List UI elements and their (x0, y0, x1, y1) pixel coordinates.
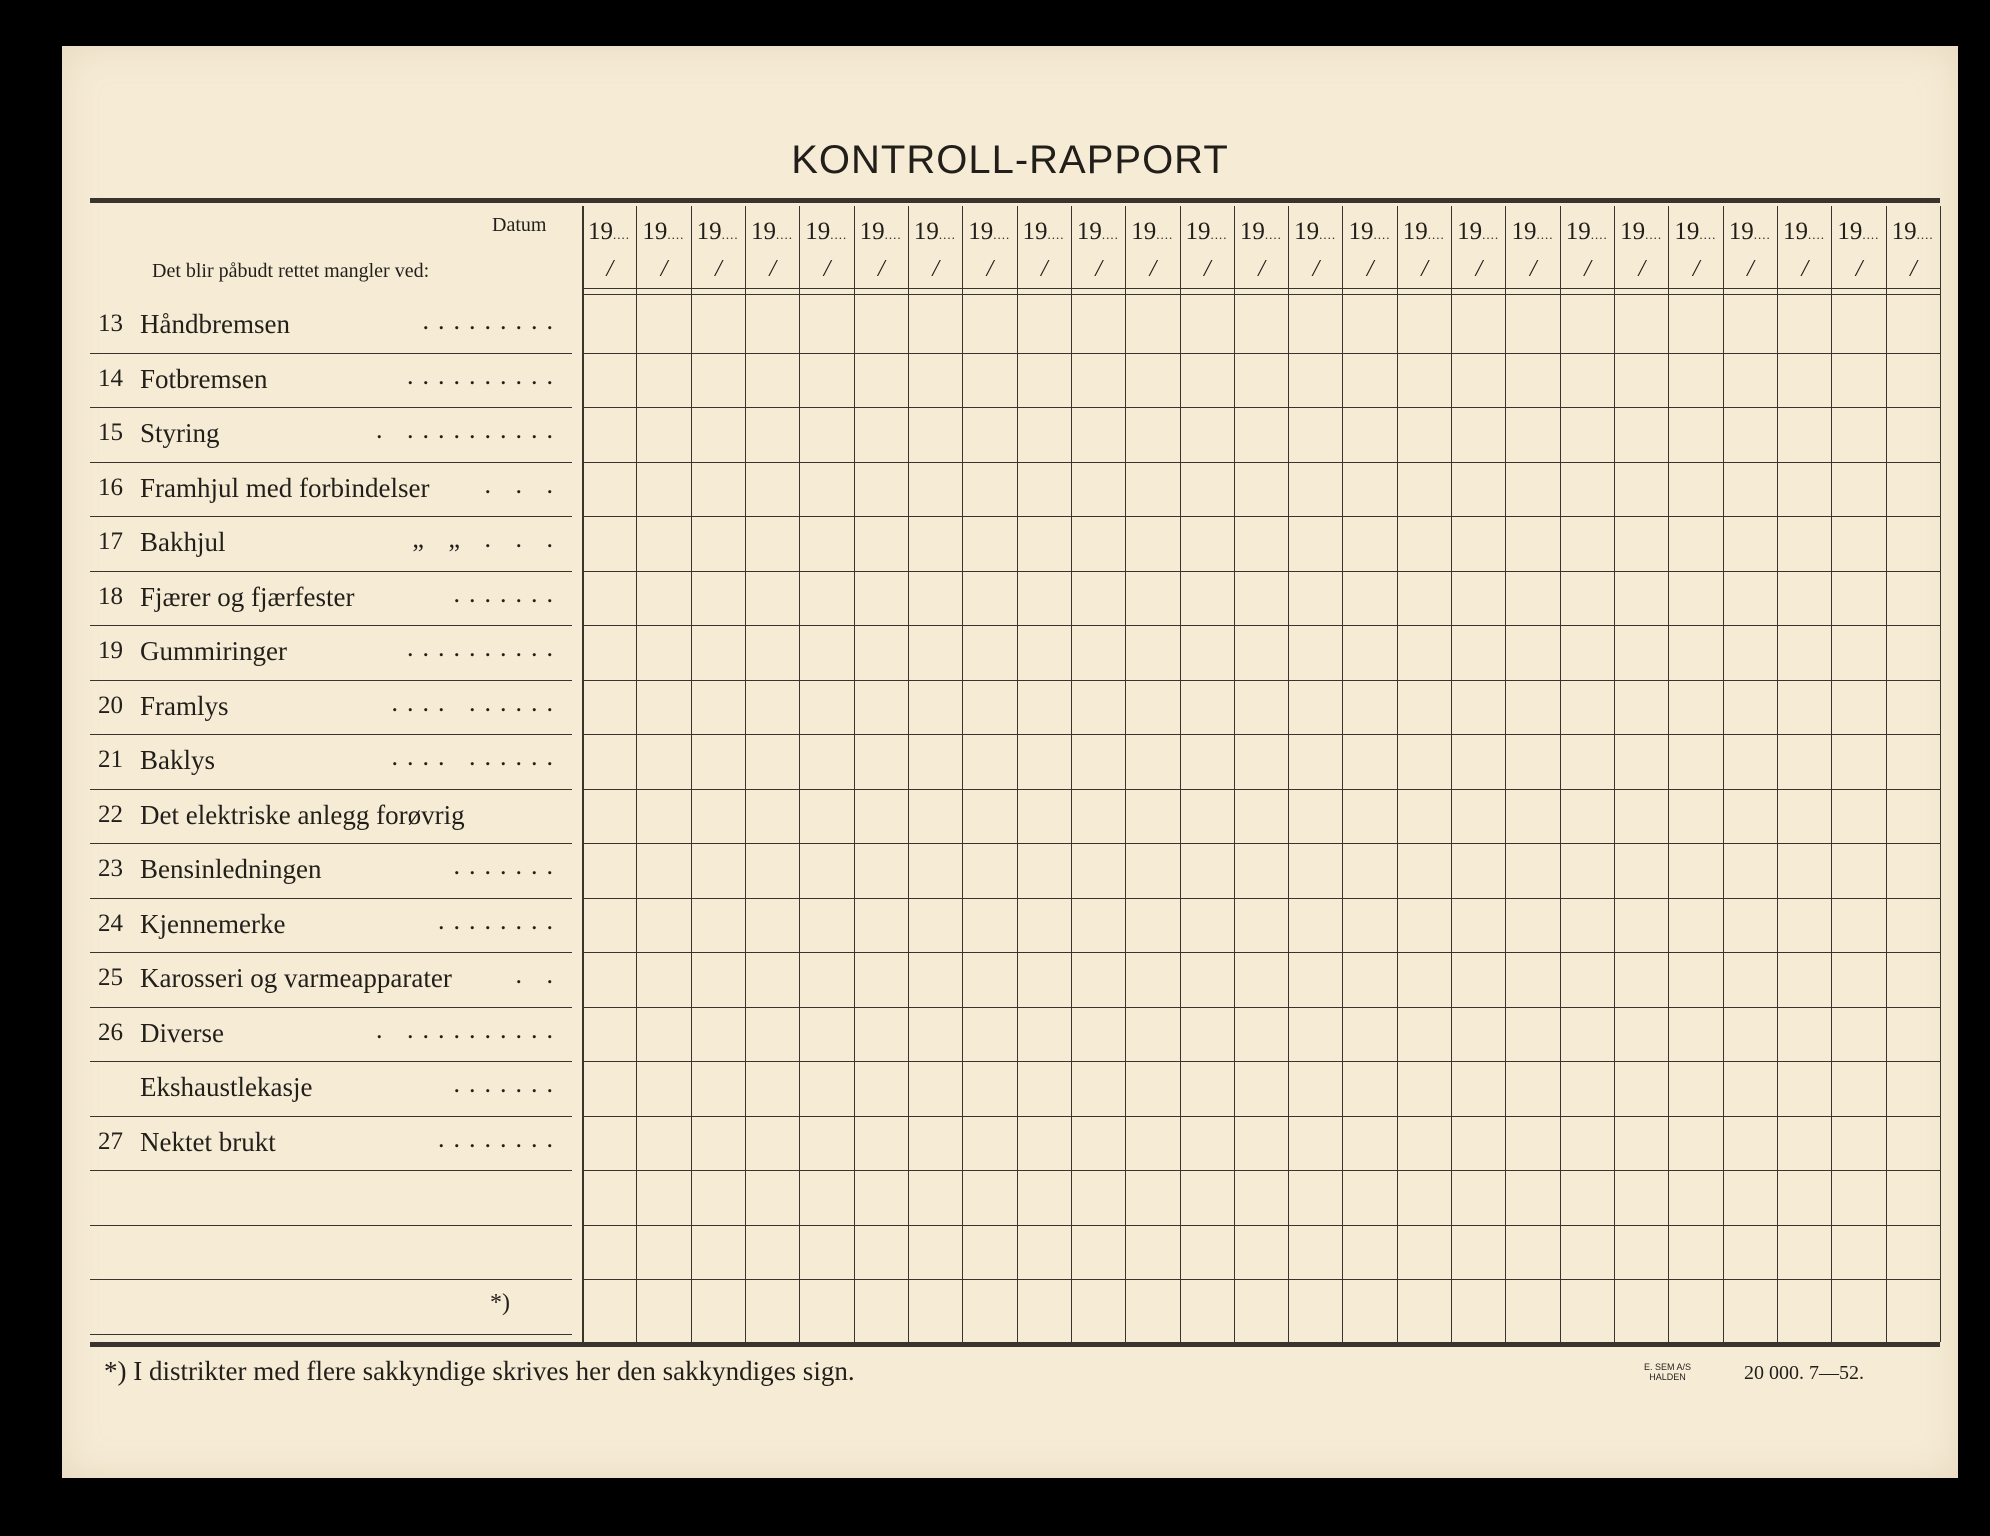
report-card (62, 46, 1958, 1478)
year-prefix: 19.... (1783, 218, 1826, 245)
row-rule-grid (582, 680, 1940, 681)
year-prefix: 19.... (913, 218, 956, 245)
instruction-label: Det blir påbudt rettet mangler ved: (152, 260, 430, 282)
date-slash: / (1421, 256, 1428, 282)
row-rule-grid (582, 625, 1940, 626)
column-line (1071, 206, 1072, 1342)
column-line (1614, 206, 1615, 1342)
date-slash: / (1801, 256, 1809, 282)
item-number: 16 (98, 473, 123, 501)
printer-mark: E. SEM A/S HALDEN (1644, 1361, 1692, 1382)
leader-dots: ....... (453, 1069, 562, 1098)
column-line (1886, 206, 1887, 1342)
row-rule-label (90, 843, 572, 844)
date-slash: / (1312, 256, 1320, 282)
row-rule-label (90, 407, 572, 408)
item-number: 22 (98, 800, 123, 828)
date-slash: / (823, 256, 831, 282)
year-prefix: 19.... (1620, 218, 1663, 245)
date-slash: / (878, 256, 885, 282)
column-line (1668, 206, 1669, 1342)
row-rule-label (90, 1334, 572, 1335)
item-number: 21 (98, 746, 123, 773)
item-label: Gummiringer (140, 636, 287, 666)
year-prefix: 19.... (1294, 218, 1337, 245)
date-slash: / (1747, 256, 1754, 282)
print-run: 20 000. 7—52. (1744, 1361, 1864, 1384)
footnote: *) I distrikter med flere sakkyndige skrives her den sakkyndiges sign. (104, 1355, 855, 1386)
table-bottom-rule (90, 1342, 1940, 1347)
leader-dots: .... ...... (391, 687, 562, 717)
year-prefix: 19.... (1185, 218, 1228, 245)
column-line (854, 206, 855, 1342)
column-line (1397, 206, 1398, 1342)
item-label: Bensinledningen (140, 854, 322, 884)
leader-dots: ......... (422, 306, 562, 335)
item-number: 14 (98, 364, 123, 392)
row-rule-grid (582, 571, 1940, 572)
form-title: KONTROLL-RAPPORT (791, 138, 1229, 182)
item-label: Styring (140, 418, 220, 448)
date-slash: / (660, 256, 668, 282)
date-slash: / (1855, 256, 1863, 282)
column-line (1180, 206, 1181, 1342)
column-line (636, 206, 637, 1342)
item-label: Bakhjul (140, 527, 226, 557)
row-rule-grid (582, 462, 1940, 463)
row-rule-label (90, 1007, 572, 1008)
row-rule-grid (582, 353, 1940, 354)
leader-dots: .......... (407, 360, 562, 390)
date-slash: / (932, 256, 940, 282)
row-rule-label (90, 789, 572, 790)
item-number: 13 (98, 310, 123, 337)
date-slash: / (1258, 256, 1265, 282)
year-prefix: 19.... (1674, 218, 1717, 245)
row-rule-grid (582, 1007, 1940, 1008)
year-prefix: 19.... (1402, 218, 1445, 245)
row-rule-label (90, 571, 572, 572)
column-line (1451, 206, 1452, 1342)
item-label: Fotbremsen (140, 363, 268, 394)
row-rule-label (90, 1225, 572, 1226)
year-prefix: 19.... (642, 218, 685, 245)
row-rule-grid (582, 1225, 1940, 1226)
date-slash: / (1041, 256, 1048, 282)
item-label: Det elektriske anlegg forøvrig (140, 799, 465, 830)
column-line (1560, 206, 1561, 1342)
item-number: 25 (98, 964, 123, 991)
row-rule-grid (582, 1116, 1940, 1117)
date-slash: / (1203, 256, 1211, 282)
year-prefix: 19.... (1457, 218, 1500, 245)
year-prefix: 19.... (1131, 218, 1174, 245)
year-prefix: 19.... (1728, 218, 1771, 245)
row-rule-label (90, 952, 572, 953)
column-line (1288, 206, 1289, 1342)
column-line (1831, 206, 1832, 1342)
row-rule-grid (582, 1170, 1940, 1171)
date-slash: / (1475, 256, 1483, 282)
item-number: 15 (98, 419, 123, 446)
leader-dots: ........ (438, 905, 562, 935)
date-slash: / (1692, 256, 1700, 282)
item-number: 24 (98, 909, 123, 937)
row-rule-label (90, 734, 572, 735)
signature-marker: *) (490, 1290, 510, 1316)
item-number: 26 (98, 1018, 123, 1046)
date-slash: / (1095, 256, 1102, 282)
header-bottom-rule (582, 288, 1940, 289)
header-bottom-rule-2 (582, 294, 1940, 295)
item-number: 17 (98, 528, 123, 555)
item-label: Nektet brukt (140, 1126, 276, 1157)
leader-dots: ....... (453, 851, 562, 880)
item-label: Ekshaustlekasje (140, 1072, 313, 1102)
row-rule-label (90, 353, 572, 354)
item-number: 20 (98, 691, 123, 719)
column-line (1505, 206, 1506, 1342)
leader-dots: „ „ . . . (412, 524, 562, 553)
column-line (799, 206, 800, 1342)
leader-dots: .... ...... (391, 742, 562, 771)
row-rule-label (90, 1279, 572, 1280)
row-rule-label (90, 1170, 572, 1171)
row-rule-grid (582, 1279, 1940, 1280)
year-prefix: 19.... (750, 218, 793, 245)
header-top-rule (90, 198, 1940, 203)
year-prefix: 19.... (1076, 218, 1119, 245)
column-line (582, 206, 584, 1342)
row-rule-grid (582, 734, 1940, 735)
leader-dots: . .......... (376, 415, 562, 444)
item-number: 19 (98, 637, 123, 664)
year-prefix: 19.... (1022, 218, 1065, 245)
year-prefix: 19.... (696, 218, 739, 245)
leader-dots: . . (515, 960, 562, 989)
row-rule-label (90, 898, 572, 899)
item-number: 23 (98, 855, 123, 882)
row-rule-grid (582, 407, 1940, 408)
column-line (1777, 206, 1778, 1342)
row-rule-label (90, 680, 572, 681)
column-line (962, 206, 963, 1342)
item-label: Karosseri og varmeapparater (140, 963, 452, 993)
leader-dots: ........ (438, 1123, 562, 1153)
leader-dots: . .......... (376, 1014, 562, 1044)
date-slash: / (1584, 256, 1591, 282)
row-rule-grid (582, 516, 1940, 517)
column-line (745, 206, 746, 1342)
row-rule-label (90, 462, 572, 463)
leader-dots: .......... (407, 633, 562, 662)
item-label: Kjennemerke (140, 908, 286, 939)
date-slash: / (1366, 256, 1374, 282)
column-line (1723, 206, 1724, 1342)
item-label: Baklys (140, 745, 216, 775)
date-slash: / (1529, 256, 1537, 282)
row-rule-grid (582, 898, 1940, 899)
year-prefix: 19.... (1837, 218, 1880, 245)
date-slash: / (769, 256, 777, 282)
row-rule-label (90, 1061, 572, 1062)
column-line (1125, 206, 1126, 1342)
row-rule-label (90, 1116, 572, 1117)
date-slash: / (1910, 256, 1917, 282)
item-label: Framlys (140, 690, 229, 721)
date-slash: / (606, 256, 614, 282)
year-prefix: 19.... (805, 218, 848, 245)
column-line (1342, 206, 1343, 1342)
row-rule-label (90, 516, 572, 517)
column-line (1940, 206, 1941, 1342)
leader-dots: ....... (453, 578, 562, 608)
row-rule-grid (582, 789, 1940, 790)
item-label: Fjærer og fjærfester (140, 581, 355, 612)
item-number: 27 (98, 1127, 123, 1155)
datum-label: Datum (492, 214, 547, 236)
year-prefix: 19.... (1891, 218, 1934, 245)
year-prefix: 19.... (1511, 218, 1554, 245)
date-slash: / (1149, 256, 1157, 282)
year-prefix: 19.... (1565, 218, 1608, 245)
date-slash: / (986, 256, 994, 282)
row-rule-label (90, 625, 572, 626)
item-number: 18 (98, 582, 123, 610)
date-slash: / (715, 256, 722, 282)
column-line (1234, 206, 1235, 1342)
year-prefix: 19.... (1348, 218, 1391, 245)
leader-dots: . . . (484, 469, 562, 499)
column-line (908, 206, 909, 1342)
date-slash: / (1638, 256, 1646, 282)
item-label: Diverse (140, 1017, 224, 1048)
item-label: Framhjul med forbindelser (140, 472, 430, 503)
column-line (691, 206, 692, 1342)
item-label: Håndbremsen (140, 309, 290, 339)
year-prefix: 19.... (968, 218, 1011, 245)
row-rule-grid (582, 1061, 1940, 1062)
year-prefix: 19.... (588, 218, 630, 245)
year-prefix: 19.... (1239, 218, 1282, 245)
year-prefix: 19.... (859, 218, 902, 245)
column-line (1017, 206, 1018, 1342)
row-rule-grid (582, 952, 1940, 953)
row-rule-grid (582, 843, 1940, 844)
